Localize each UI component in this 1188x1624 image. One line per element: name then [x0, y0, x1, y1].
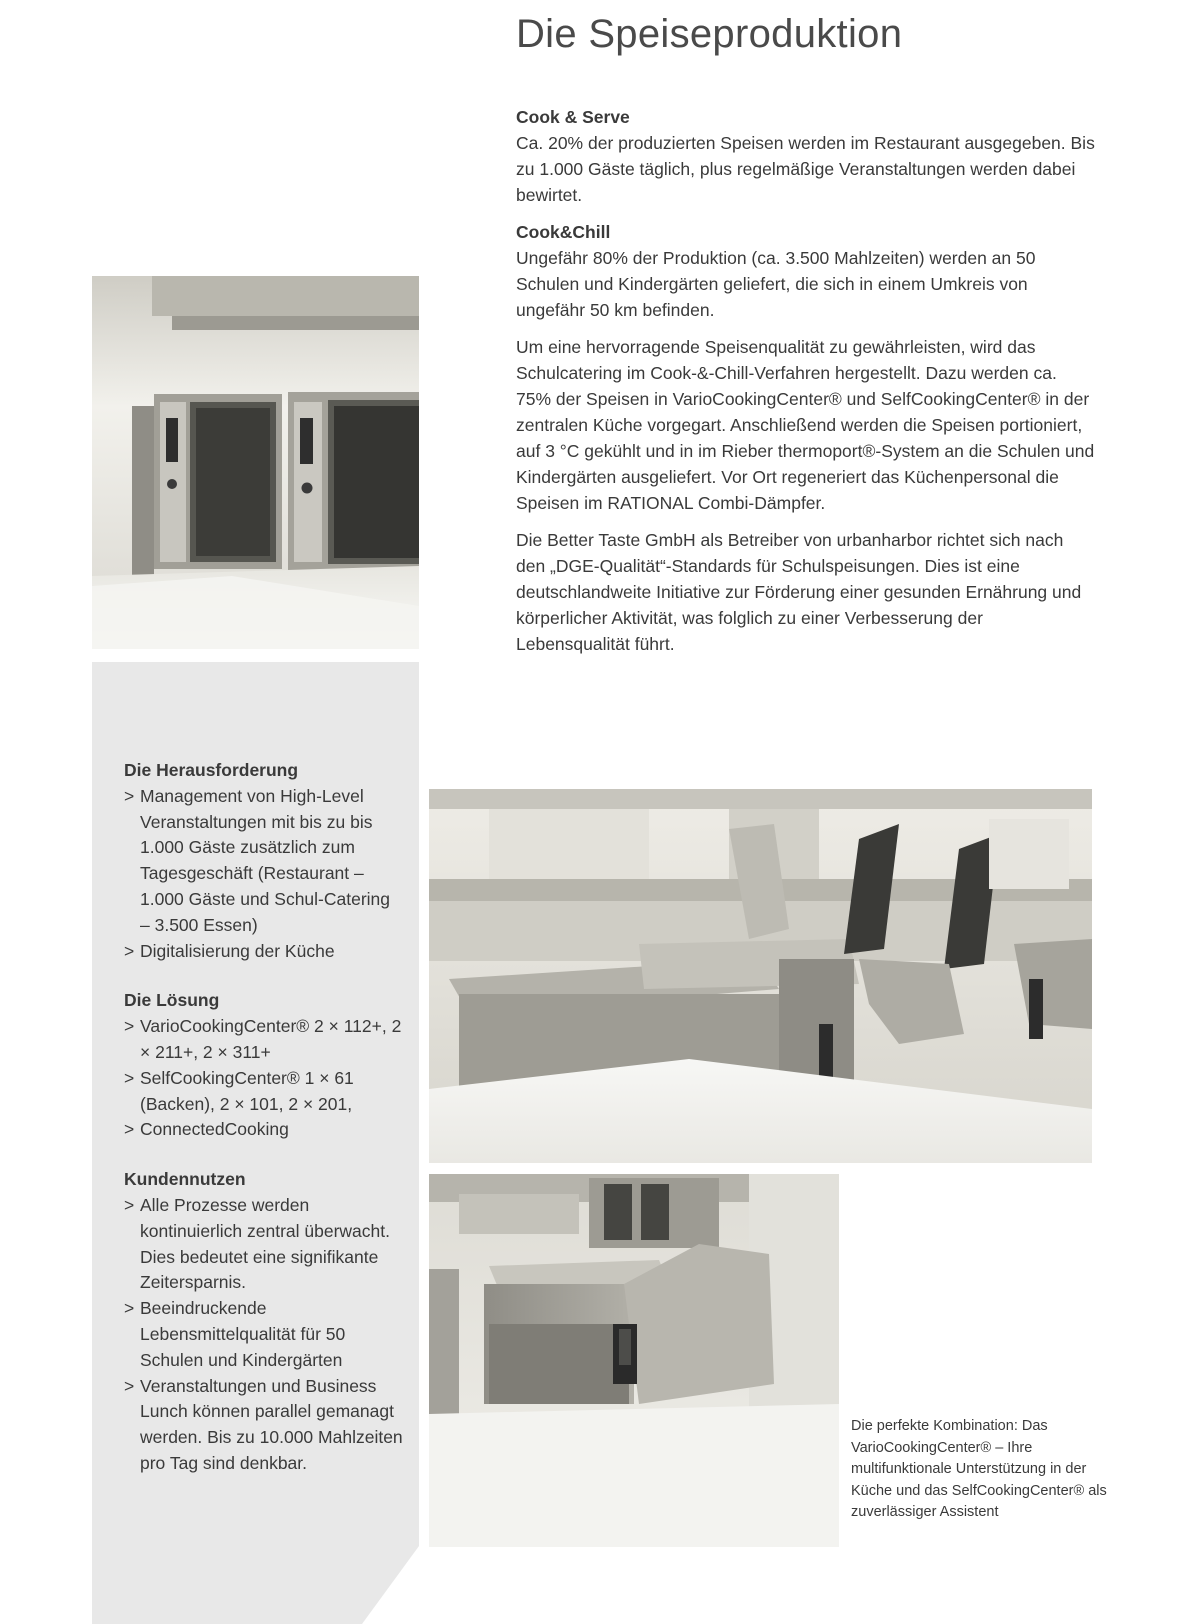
solution-section — [124, 988, 404, 1143]
cook-serve-heading: Cook & Serve — [516, 107, 630, 127]
cook-chill-text: Ungefähr 80% der Produktion (ca. 3.500 Mahlzeiten) werden an 50 Schulen und Kindergärten geliefert, die sich in einem Umkreis von ungefähr 50 km befinden. — [516, 248, 1036, 320]
cook-serve-section — [516, 104, 1096, 208]
solution-title: Die Lösung — [124, 990, 220, 1011]
list-item: > Veranstaltungen und Business Lunch können parallel gemanagt werden. Bis zu 10.000 Mahlzeiten pro Tag sind denkbar. — [124, 1375, 403, 1473]
photo-combi-steamers — [92, 276, 419, 649]
list-item: > Alle Prozesse werden kontinuierlich zentral überwacht. Dies bedeutet eine signifikante Zeitersparnis. — [124, 1194, 390, 1293]
dge-paragraph-block — [516, 527, 1096, 657]
quality-paragraph: Um eine hervorragende Speisenqualität zu gewährleisten, wird das Schulcatering im Cook-&-Chill-Verfahren hergestellt. Dazu werden ca. 75% der Speisen in VarioCookingCenter® und SelfCookingCenter® in der zentralen Küche vorgegart. Anschließend werden die Speisen portioniert, auf 3 °C gekühlt und in im Rieber thermoport®-System an die Schulen und Kindergärten ausgeliefert. Vor Ort regeneriert das Küchenpersonal die Speisen im RATIONAL Combi-Dämpfer. — [516, 337, 1095, 513]
sidebar-info — [124, 758, 404, 1501]
list-item: > SelfCookingCenter® 1 × 61 (Backen), 2 × 101, 2 × 201, — [124, 1067, 354, 1114]
cook-chill-section — [516, 219, 1096, 323]
list-item: > Beeindruckende Lebensmittelqualität für 50 Schulen und Kindergärten — [124, 1298, 346, 1370]
challenge-title: Die Herausforderung — [124, 760, 299, 780]
photo-kitchen-vario — [429, 1174, 839, 1547]
main-text-column — [516, 104, 1096, 668]
photo-vario-cooking-centers — [429, 789, 1092, 1163]
cook-chill-heading: Cook&Chill — [516, 222, 611, 242]
list-item: > ConnectedCooking — [124, 1119, 289, 1140]
photo-caption: Die perfekte Kombination: Das VarioCookingCenter® – Ihre multifunktionale Unterstützung in der Küche und das SelfCookingCenter® als zuverlässiger Assistent — [851, 1418, 1107, 1520]
challenge-section — [124, 758, 404, 964]
list-item: > Digitalisierung der Küche — [124, 940, 335, 961]
benefit-title: Kundennutzen — [124, 1169, 246, 1190]
benefit-section — [124, 1167, 404, 1477]
quality-paragraph-block — [516, 334, 1096, 516]
dge-paragraph: Die Better Taste GmbH als Betreiber von urbanharbor richtet sich nach den „DGE-Qualität“-Standards für Schulspeisungen. Dies ist eine deutschlandweite Initiative zur Förderung einer gesunden Ernährung und körperlicher Aktivität, was folglich zu einer Verbesserung der Lebensqualität führt. — [516, 530, 1082, 654]
page-title: Die Speiseproduktion — [516, 12, 903, 56]
list-item: > VarioCookingCenter® 2 × 112+, 2 × 211+, 2 × 311+ — [124, 1016, 402, 1062]
cook-serve-text: Ca. 20% der produzierten Speisen werden im Restaurant ausgegeben. Bis zu 1.000 Gäste täglich, plus regelmäßige Veranstaltungen werden dabei bewirtet. — [516, 133, 1095, 205]
list-item: > Management von High-Level Veranstaltungen mit bis zu bis 1.000 Gäste zusätzlich zum Tagesgeschäft (Restaurant – 1.000 Gäste und Schul-Catering – 3.500 Essen) — [124, 785, 391, 935]
